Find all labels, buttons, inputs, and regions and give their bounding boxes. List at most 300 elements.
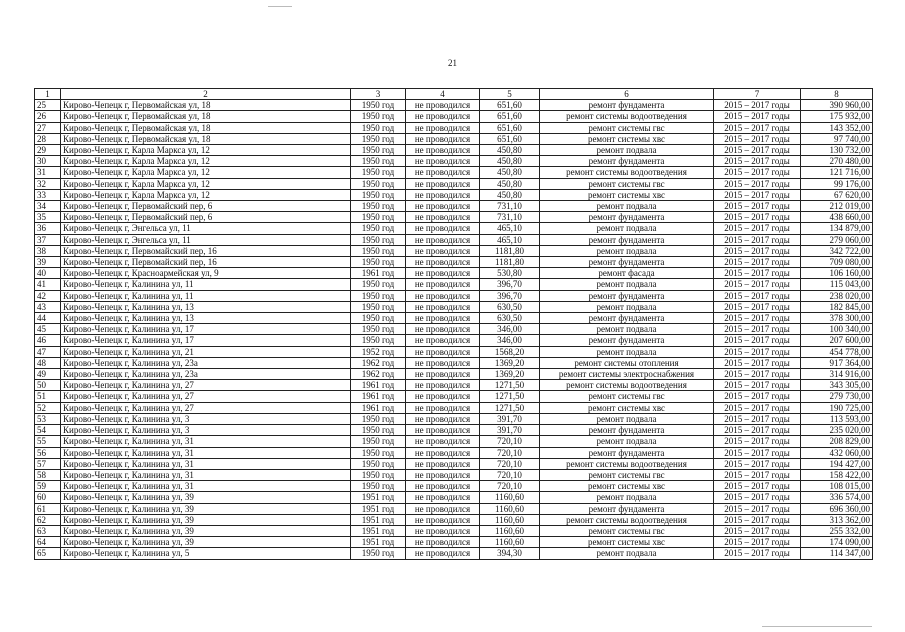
address-cell: Кирово-Чепецк г, Калинина ул, 21 (61, 346, 351, 357)
row-number: 42 (35, 290, 61, 301)
address-cell: Кирово-Чепецк г, Калинина ул, 27 (61, 391, 351, 402)
year-cell: 1950 год (351, 469, 406, 480)
address-cell: Кирово-Чепецк г, Калинина ул, 5 (61, 548, 351, 559)
year-cell: 1951 год (351, 514, 406, 525)
exam-cell: не проводился (406, 514, 480, 525)
table-row (35, 458, 873, 469)
area-cell: 391,70 (480, 425, 540, 436)
year-cell: 1951 год (351, 525, 406, 536)
exam-cell: не проводился (406, 425, 480, 436)
row-number: 50 (35, 380, 61, 391)
exam-cell: не проводился (406, 257, 480, 268)
year-cell: 1950 год (351, 212, 406, 223)
period-cell: 2015 – 2017 годы (714, 447, 801, 458)
cost-cell: 378 300,00 (801, 313, 873, 324)
exam-cell: не проводился (406, 245, 480, 256)
period-cell: 2015 – 2017 годы (714, 100, 801, 111)
address-cell: Кирово-Чепецк г, Калинина ул, 13 (61, 313, 351, 324)
exam-cell: не проводился (406, 548, 480, 559)
period-cell: 2015 – 2017 годы (714, 257, 801, 268)
cost-cell: 143 352,00 (801, 122, 873, 133)
year-cell: 1950 год (351, 413, 406, 424)
period-cell: 2015 – 2017 годы (714, 380, 801, 391)
work-type-cell: ремонт системы водоотведения (540, 167, 714, 178)
row-number: 45 (35, 324, 61, 335)
period-cell: 2015 – 2017 годы (714, 425, 801, 436)
area-cell: 396,70 (480, 279, 540, 290)
period-cell: 2015 – 2017 годы (714, 391, 801, 402)
exam-cell: не проводился (406, 133, 480, 144)
table-row (35, 268, 873, 279)
table-row (35, 156, 873, 167)
year-cell: 1952 год (351, 346, 406, 357)
year-cell: 1950 год (351, 313, 406, 324)
area-cell: 465,10 (480, 234, 540, 245)
cost-cell: 182 845,00 (801, 301, 873, 312)
row-number: 58 (35, 469, 61, 480)
table-row (35, 436, 873, 447)
year-cell: 1961 год (351, 268, 406, 279)
area-cell: 630,50 (480, 301, 540, 312)
cost-cell: 279 060,00 (801, 234, 873, 245)
cost-cell: 130 732,00 (801, 145, 873, 156)
year-cell: 1950 год (351, 257, 406, 268)
row-number: 61 (35, 503, 61, 514)
exam-cell: не проводился (406, 167, 480, 178)
table-row (35, 391, 873, 402)
period-cell: 2015 – 2017 годы (714, 369, 801, 380)
year-cell: 1961 год (351, 380, 406, 391)
period-cell: 2015 – 2017 годы (714, 279, 801, 290)
exam-cell: не проводился (406, 525, 480, 536)
exam-cell: не проводился (406, 369, 480, 380)
year-cell: 1950 год (351, 201, 406, 212)
work-type-cell: ремонт подвала (540, 279, 714, 290)
area-cell: 450,80 (480, 156, 540, 167)
row-number: 26 (35, 111, 61, 122)
address-cell: Кирово-Чепецк г, Калинина ул, 11 (61, 290, 351, 301)
table-row (35, 111, 873, 122)
area-cell: 720,10 (480, 436, 540, 447)
row-number: 33 (35, 189, 61, 200)
table-row (35, 257, 873, 268)
table-row (35, 100, 873, 111)
cost-cell: 99 176,00 (801, 178, 873, 189)
period-cell: 2015 – 2017 годы (714, 145, 801, 156)
row-number: 38 (35, 245, 61, 256)
row-number: 48 (35, 357, 61, 368)
cost-cell: 97 740,00 (801, 133, 873, 144)
row-number: 62 (35, 514, 61, 525)
row-number: 35 (35, 212, 61, 223)
address-cell: Кирово-Чепецк г, Красноармейская ул, 9 (61, 268, 351, 279)
year-cell: 1950 год (351, 189, 406, 200)
exam-cell: не проводился (406, 301, 480, 312)
work-type-cell: ремонт подвала (540, 223, 714, 234)
period-cell: 2015 – 2017 годы (714, 481, 801, 492)
year-cell: 1962 год (351, 357, 406, 368)
cost-cell: 174 090,00 (801, 537, 873, 548)
exam-cell: не проводился (406, 391, 480, 402)
table-row (35, 189, 873, 200)
period-cell: 2015 – 2017 годы (714, 223, 801, 234)
year-cell: 1950 год (351, 447, 406, 458)
year-cell: 1950 год (351, 122, 406, 133)
address-cell: Кирово-Чепецк г, Карла Маркса ул, 12 (61, 156, 351, 167)
cost-cell: 121 716,00 (801, 167, 873, 178)
year-cell: 1950 год (351, 156, 406, 167)
address-cell: Кирово-Чепецк г, Калинина ул, 23а (61, 357, 351, 368)
cost-cell: 235 020,00 (801, 425, 873, 436)
row-number: 32 (35, 178, 61, 189)
cost-cell: 255 332,00 (801, 525, 873, 536)
area-cell: 1568,20 (480, 346, 540, 357)
table-row (35, 212, 873, 223)
table-row (35, 335, 873, 346)
table-row (35, 301, 873, 312)
exam-cell: не проводился (406, 380, 480, 391)
year-cell: 1950 год (351, 223, 406, 234)
period-cell: 2015 – 2017 годы (714, 178, 801, 189)
period-cell: 2015 – 2017 годы (714, 402, 801, 413)
year-cell: 1950 год (351, 167, 406, 178)
work-type-cell: ремонт фундамента (540, 503, 714, 514)
period-cell: 2015 – 2017 годы (714, 133, 801, 144)
year-cell: 1950 год (351, 133, 406, 144)
exam-cell: не проводился (406, 447, 480, 458)
exam-cell: не проводился (406, 402, 480, 413)
cost-cell: 115 043,00 (801, 279, 873, 290)
exam-cell: не проводился (406, 279, 480, 290)
cost-cell: 696 360,00 (801, 503, 873, 514)
year-cell: 1950 год (351, 111, 406, 122)
address-cell: Кирово-Чепецк г, Калинина ул, 23а (61, 369, 351, 380)
area-cell: 720,10 (480, 469, 540, 480)
area-cell: 1160,60 (480, 525, 540, 536)
table-row (35, 492, 873, 503)
cost-cell: 113 593,00 (801, 413, 873, 424)
row-number: 44 (35, 313, 61, 324)
period-cell: 2015 – 2017 годы (714, 458, 801, 469)
column-header-8: 8 (801, 89, 873, 100)
table-row (35, 503, 873, 514)
work-type-cell: ремонт фундамента (540, 447, 714, 458)
table-row (35, 380, 873, 391)
address-cell: Кирово-Чепецк г, Калинина ул, 27 (61, 402, 351, 413)
work-type-cell: ремонт подвала (540, 324, 714, 335)
table-row (35, 234, 873, 245)
work-type-cell: ремонт системы хвс (540, 189, 714, 200)
exam-cell: не проводился (406, 503, 480, 514)
area-cell: 396,70 (480, 290, 540, 301)
period-cell: 2015 – 2017 годы (714, 268, 801, 279)
cost-cell: 709 080,00 (801, 257, 873, 268)
cost-cell: 175 932,00 (801, 111, 873, 122)
cost-cell: 100 340,00 (801, 324, 873, 335)
address-cell: Кирово-Чепецк г, Калинина ул, 31 (61, 458, 351, 469)
area-cell: 720,10 (480, 458, 540, 469)
area-cell: 450,80 (480, 145, 540, 156)
area-cell: 1369,20 (480, 369, 540, 380)
work-type-cell: ремонт фундамента (540, 212, 714, 223)
area-cell: 391,70 (480, 413, 540, 424)
row-number: 46 (35, 335, 61, 346)
area-cell: 720,10 (480, 447, 540, 458)
table-row (35, 313, 873, 324)
year-cell: 1950 год (351, 100, 406, 111)
row-number: 25 (35, 100, 61, 111)
period-cell: 2015 – 2017 годы (714, 313, 801, 324)
address-cell: Кирово-Чепецк г, Калинина ул, 31 (61, 481, 351, 492)
work-type-cell: ремонт системы электроснабжения (540, 369, 714, 380)
year-cell: 1950 год (351, 234, 406, 245)
cost-cell: 438 660,00 (801, 212, 873, 223)
table-row (35, 223, 873, 234)
row-number: 54 (35, 425, 61, 436)
address-cell: Кирово-Чепецк г, Первомайский пер, 6 (61, 201, 351, 212)
row-number: 27 (35, 122, 61, 133)
cost-cell: 314 916,00 (801, 369, 873, 380)
exam-cell: не проводился (406, 537, 480, 548)
exam-cell: не проводился (406, 223, 480, 234)
address-cell: Кирово-Чепецк г, Энгельса ул, 11 (61, 234, 351, 245)
exam-cell: не проводился (406, 458, 480, 469)
table-row (35, 290, 873, 301)
exam-cell: не проводился (406, 111, 480, 122)
scan-mark-top (268, 6, 292, 7)
period-cell: 2015 – 2017 годы (714, 357, 801, 368)
cost-cell: 342 722,00 (801, 245, 873, 256)
year-cell: 1950 год (351, 481, 406, 492)
area-cell: 651,60 (480, 111, 540, 122)
year-cell: 1950 год (351, 245, 406, 256)
year-cell: 1950 год (351, 548, 406, 559)
area-cell: 720,10 (480, 481, 540, 492)
period-cell: 2015 – 2017 годы (714, 122, 801, 133)
year-cell: 1950 год (351, 301, 406, 312)
address-cell: Кирово-Чепецк г, Первомайская ул, 18 (61, 111, 351, 122)
work-type-cell: ремонт фундамента (540, 100, 714, 111)
cost-cell: 190 725,00 (801, 402, 873, 413)
address-cell: Кирово-Чепецк г, Первомайская ул, 18 (61, 100, 351, 111)
cost-cell: 313 362,00 (801, 514, 873, 525)
address-cell: Кирово-Чепецк г, Калинина ул, 39 (61, 514, 351, 525)
work-type-cell: ремонт системы гвс (540, 178, 714, 189)
area-cell: 731,10 (480, 212, 540, 223)
work-type-cell: ремонт фундамента (540, 290, 714, 301)
row-number: 43 (35, 301, 61, 312)
address-cell: Кирово-Чепецк г, Калинина ул, 17 (61, 324, 351, 335)
cost-cell: 390 960,00 (801, 100, 873, 111)
work-type-cell: ремонт системы гвс (540, 469, 714, 480)
table-row (35, 447, 873, 458)
work-type-cell: ремонт фундамента (540, 234, 714, 245)
work-type-cell: ремонт фундамента (540, 156, 714, 167)
table-row (35, 145, 873, 156)
exam-cell: не проводился (406, 201, 480, 212)
area-cell: 394,30 (480, 548, 540, 559)
address-cell: Кирово-Чепецк г, Первомайский пер, 16 (61, 245, 351, 256)
table-row (35, 167, 873, 178)
address-cell: Кирово-Чепецк г, Карла Маркса ул, 12 (61, 178, 351, 189)
address-cell: Кирово-Чепецк г, Калинина ул, 3 (61, 413, 351, 424)
cost-cell: 108 015,00 (801, 481, 873, 492)
row-number: 30 (35, 156, 61, 167)
period-cell: 2015 – 2017 годы (714, 525, 801, 536)
work-type-cell: ремонт подвала (540, 245, 714, 256)
year-cell: 1950 год (351, 145, 406, 156)
cost-cell: 917 364,00 (801, 357, 873, 368)
area-cell: 1271,50 (480, 391, 540, 402)
table-row (35, 279, 873, 290)
column-header-7: 7 (714, 89, 801, 100)
column-header-2: 2 (61, 89, 351, 100)
period-cell: 2015 – 2017 годы (714, 201, 801, 212)
address-cell: Кирово-Чепецк г, Калинина ул, 13 (61, 301, 351, 312)
area-cell: 1160,60 (480, 492, 540, 503)
row-number: 34 (35, 201, 61, 212)
table-row (35, 122, 873, 133)
repair-register-table (34, 88, 873, 560)
address-cell: Кирово-Чепецк г, Первомайская ул, 18 (61, 133, 351, 144)
column-header-4: 4 (406, 89, 480, 100)
period-cell: 2015 – 2017 годы (714, 492, 801, 503)
exam-cell: не проводился (406, 268, 480, 279)
address-cell: Кирово-Чепецк г, Калинина ул, 27 (61, 380, 351, 391)
table-header-row (35, 89, 873, 100)
cost-cell: 270 480,00 (801, 156, 873, 167)
work-type-cell: ремонт системы хвс (540, 537, 714, 548)
area-cell: 651,60 (480, 122, 540, 133)
area-cell: 450,80 (480, 167, 540, 178)
cost-cell: 343 305,00 (801, 380, 873, 391)
area-cell: 465,10 (480, 223, 540, 234)
area-cell: 1181,80 (480, 245, 540, 256)
work-type-cell: ремонт системы гвс (540, 391, 714, 402)
period-cell: 2015 – 2017 годы (714, 245, 801, 256)
row-number: 59 (35, 481, 61, 492)
exam-cell: не проводился (406, 335, 480, 346)
work-type-cell: ремонт системы водоотведения (540, 514, 714, 525)
year-cell: 1961 год (351, 391, 406, 402)
year-cell: 1950 год (351, 436, 406, 447)
row-number: 31 (35, 167, 61, 178)
year-cell: 1951 год (351, 492, 406, 503)
cost-cell: 194 427,00 (801, 458, 873, 469)
row-number: 41 (35, 279, 61, 290)
area-cell: 1160,60 (480, 537, 540, 548)
period-cell: 2015 – 2017 годы (714, 548, 801, 559)
table-row (35, 324, 873, 335)
column-header-5: 5 (480, 89, 540, 100)
period-cell: 2015 – 2017 годы (714, 301, 801, 312)
area-cell: 346,00 (480, 335, 540, 346)
work-type-cell: ремонт подвала (540, 346, 714, 357)
period-cell: 2015 – 2017 годы (714, 436, 801, 447)
work-type-cell: ремонт системы водоотведения (540, 111, 714, 122)
year-cell: 1951 год (351, 537, 406, 548)
area-cell: 651,60 (480, 100, 540, 111)
period-cell: 2015 – 2017 годы (714, 537, 801, 548)
work-type-cell: ремонт фундамента (540, 313, 714, 324)
area-cell: 630,50 (480, 313, 540, 324)
row-number: 55 (35, 436, 61, 447)
area-cell: 530,80 (480, 268, 540, 279)
year-cell: 1950 год (351, 335, 406, 346)
address-cell: Кирово-Чепецк г, Карла Маркса ул, 12 (61, 145, 351, 156)
column-header-3: 3 (351, 89, 406, 100)
period-cell: 2015 – 2017 годы (714, 189, 801, 200)
address-cell: Кирово-Чепецк г, Калинина ул, 31 (61, 469, 351, 480)
period-cell: 2015 – 2017 годы (714, 469, 801, 480)
year-cell: 1950 год (351, 279, 406, 290)
row-number: 57 (35, 458, 61, 469)
cost-cell: 279 730,00 (801, 391, 873, 402)
address-cell: Кирово-Чепецк г, Калинина ул, 39 (61, 525, 351, 536)
table-row (35, 481, 873, 492)
year-cell: 1950 год (351, 324, 406, 335)
exam-cell: не проводился (406, 290, 480, 301)
address-cell: Кирово-Чепецк г, Калинина ул, 39 (61, 537, 351, 548)
period-cell: 2015 – 2017 годы (714, 290, 801, 301)
period-cell: 2015 – 2017 годы (714, 413, 801, 424)
address-cell: Кирово-Чепецк г, Калинина ул, 17 (61, 335, 351, 346)
area-cell: 450,80 (480, 189, 540, 200)
area-cell: 1160,60 (480, 503, 540, 514)
cost-cell: 238 020,00 (801, 290, 873, 301)
table-body (35, 89, 873, 560)
work-type-cell: ремонт фундамента (540, 257, 714, 268)
address-cell: Кирово-Чепецк г, Первомайский пер, 6 (61, 212, 351, 223)
year-cell: 1951 год (351, 503, 406, 514)
cost-cell: 114 347,00 (801, 548, 873, 559)
row-number: 52 (35, 402, 61, 413)
row-number: 29 (35, 145, 61, 156)
cost-cell: 208 829,00 (801, 436, 873, 447)
year-cell: 1950 год (351, 458, 406, 469)
area-cell: 346,00 (480, 324, 540, 335)
row-number: 65 (35, 548, 61, 559)
table-row (35, 201, 873, 212)
exam-cell: не проводился (406, 313, 480, 324)
table-row (35, 178, 873, 189)
exam-cell: не проводился (406, 481, 480, 492)
row-number: 28 (35, 133, 61, 144)
table-row (35, 402, 873, 413)
address-cell: Кирово-Чепецк г, Калинина ул, 39 (61, 492, 351, 503)
address-cell: Кирово-Чепецк г, Калинина ул, 11 (61, 279, 351, 290)
row-number: 40 (35, 268, 61, 279)
work-type-cell: ремонт подвала (540, 548, 714, 559)
cost-cell: 134 879,00 (801, 223, 873, 234)
work-type-cell: ремонт подвала (540, 492, 714, 503)
table-row (35, 346, 873, 357)
page-number: 21 (448, 58, 457, 68)
work-type-cell: ремонт системы хвс (540, 402, 714, 413)
work-type-cell: ремонт системы отопления (540, 357, 714, 368)
cost-cell: 207 600,00 (801, 335, 873, 346)
work-type-cell: ремонт системы хвс (540, 133, 714, 144)
exam-cell: не проводился (406, 234, 480, 245)
exam-cell: не проводился (406, 357, 480, 368)
period-cell: 2015 – 2017 годы (714, 514, 801, 525)
exam-cell: не проводился (406, 492, 480, 503)
exam-cell: не проводился (406, 156, 480, 167)
work-type-cell: ремонт подвала (540, 436, 714, 447)
table-row (35, 525, 873, 536)
year-cell: 1962 год (351, 369, 406, 380)
period-cell: 2015 – 2017 годы (714, 156, 801, 167)
